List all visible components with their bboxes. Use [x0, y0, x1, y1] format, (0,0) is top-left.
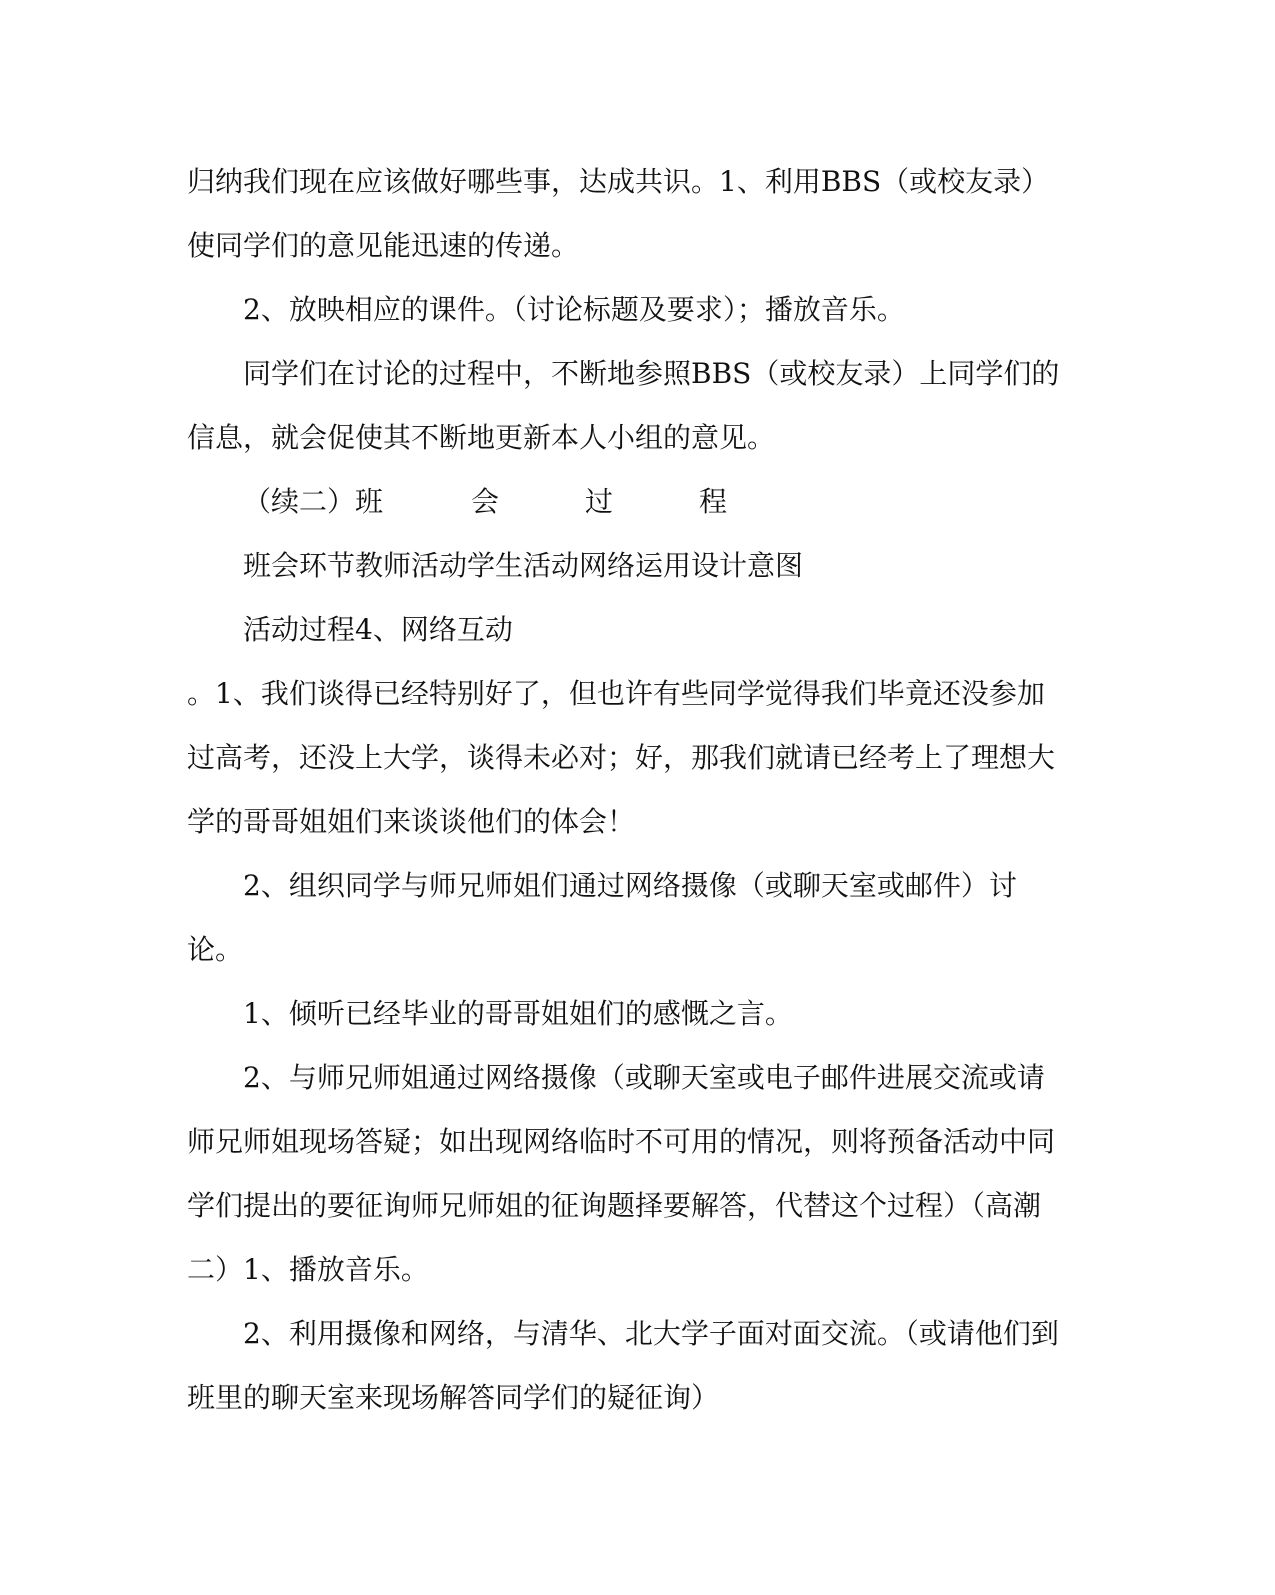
section-heading-char-4: 程 — [699, 485, 728, 518]
section-heading — [243, 470, 1043, 534]
paragraph-1: 归纳我们现在应该做好哪些事，达成共识。1、利用BBS（或校友录）使同学们的意见能迅速的传递。 — [187, 165, 1050, 262]
paragraph-5: 活动过程4、网络互动 — [243, 613, 513, 646]
paragraph-8: 1、倾听已经毕业的哥哥姐姐们的感慨之言。 — [243, 997, 793, 1030]
paragraph-4: 班会环节教师活动学生活动网络运用设计意图 — [243, 549, 804, 582]
paragraph-2: 2、放映相应的课件。（讨论标题及要求）；播放音乐。 — [243, 293, 905, 326]
section-heading-prefix: （续二）班 — [243, 485, 384, 518]
paragraph-3: 同学们在讨论的过程中，不断地参照BBS（或校友录）上同学们的信息，就会促使其不断地更新本人小组的意见。 — [187, 357, 1060, 454]
paragraph-6: 。1、我们谈得已经特别好了，但也许有些同学觉得我们毕竟还没参加过高考，还没上大学，谈得未必对；好，那我们就请已经考上了理想大学的哥哥姐姐们来谈谈他们的体会！ — [187, 677, 1056, 838]
paragraph-7: 2、组织同学与师兄师姐们通过网络摄像（或聊天室或邮件）讨论。 — [187, 869, 1017, 966]
paragraph-10: 2、利用摄像和网络，与清华、北大学子面对面交流。（或请他们到班里的聊天室来现场解答同学们的疑征询） — [187, 1317, 1059, 1414]
section-heading-char-3: 过 — [585, 485, 614, 518]
section-heading-char-2: 会 — [471, 485, 500, 518]
paragraph-9: 2、与师兄师姐通过网络摄像（或聊天室或电子邮件进展交流或请师兄师姐现场答疑；如出现网络临时不可用的情况，则将预备活动中同学们提出的要征询师兄师姐的征询题择要解答，代替这个过程）（高潮二）1、播放音乐。 — [187, 1061, 1056, 1286]
